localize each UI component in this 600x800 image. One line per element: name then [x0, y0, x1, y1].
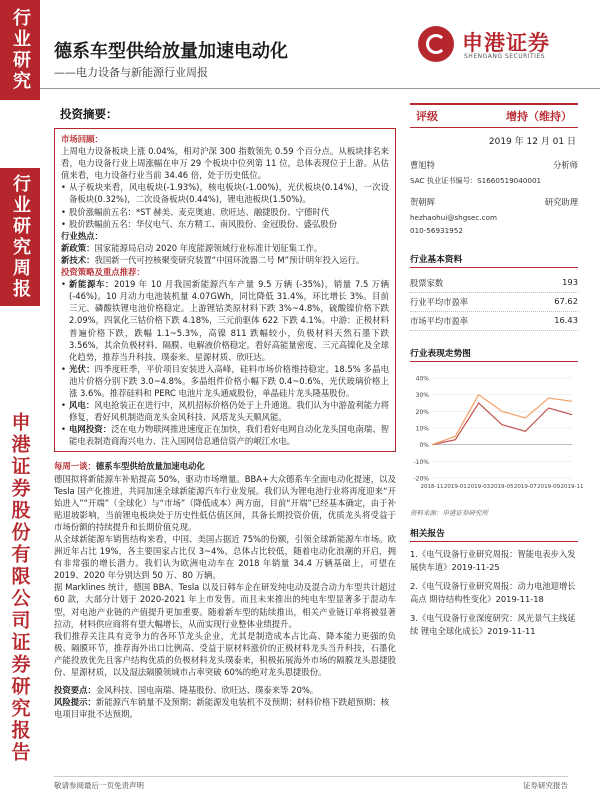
chart-x-tick-label: 2019-01: [443, 484, 467, 490]
strategy-item: [61, 423, 389, 447]
main-column: [54, 98, 396, 720]
weekly-topic-title: 德系车型供给放量加速电动化: [95, 461, 205, 472]
strategy-item: [61, 363, 389, 399]
chart-x-tick-label: 2019-09: [537, 484, 561, 490]
weekly-topic-paragraph: 德国拟将新能源车补贴提高 50%，驱动市场增量。BBA+大众德系车全面电动化提速，以及 Tesla 国产化推进，共同加速全球新能源汽车行业发展。我们认为锂电池行业将再度迎来“开始进入”“开端”（全球化）与“市场”（降低成本）两方面，目前“开端”已经基本确定，由于补贴退坡影响，当前锂电板块处于历史性低估值区间，具备长期投资价值，优质龙头将受益于市场份额的持续提升和长期价值兑现。: [54, 473, 396, 532]
side-type-label: 行业研究周报: [10, 174, 31, 300]
stock-text: 金风科技、国电南瑞、隆基股份、欣旺达、璞泰来等 20%。: [95, 685, 319, 696]
chart-x-tick-label: 2019-03: [467, 484, 491, 490]
strategy-title: 投资策略及重点推荐：: [61, 267, 145, 278]
footer-disclaimer: 敬请参阅最后一页免责声明: [54, 781, 144, 790]
related-reports-list: [410, 548, 578, 638]
basic-data-key: 股票家数: [410, 278, 444, 288]
strategy-text: 风电抢装正在进行中，风机招标价格仍处于上升通道。我们认为中游盈利能力将修复，看好风机制造商龙头金风科技、风塔龙头天顺风能。: [69, 400, 390, 423]
logo-english-name: SHENGANG SECURITIES: [464, 53, 546, 60]
rating-label: 评级: [416, 110, 438, 123]
dynamics-item: [61, 254, 389, 266]
chart-x-tick-label: 2019-11: [560, 484, 584, 490]
market-bullet: • 从子板块来看，风电板块(-1.93%)，核电板块(-1.00%)，光伏板块(0.14%)，一次设备板块(0.32%)，二次设备板块(0.44%)，锂电池板块(1.50%)。: [61, 181, 389, 205]
dynamics-lead: 新技术：: [61, 254, 95, 265]
weekly-topic-lead: 每周一谈：: [54, 461, 96, 472]
rating-bar: [410, 103, 578, 128]
risk-text: 新能源汽车销量不及预期；新能源发电装机不及预期；材料价格下跌超预期；核电项目审批不达预期。: [54, 697, 389, 720]
strategy-text: 2019 年 10 月我国新能源汽车产量 9.5 万辆 (-35%)，销量 7.5 万辆 (-46%)。10 月动力电池装机量 4.07GWh，同比降低 31.4%，环比增长 3%。目前三元、磷酸铁锂电池价格稳定。上游锂钴类原材料下跌 3%~4.8%，硫酸镍价格下跌 2.09%，四氧化三钴价格下跌 4.18%，三元前驱体 622 下跌 4.1%。中游：正极材料普遍价格下跌，跌幅 1.1~5.3%，高镍 811 跌幅较小，负极材料天然石墨下跌 3.56%，其余负极材料、隔膜、电解液价格稳定。看好高能量密度、三元高镍化及全球化趋势，推荐当升科技、璞泰来、星源材质、欣旺达。: [69, 279, 390, 362]
assistant-role: 研究助理: [544, 197, 578, 207]
strategy-lead: 电网投资：: [69, 424, 112, 435]
chart-y-tick-label: -20%: [413, 475, 429, 483]
chart-x-tick-label: 2018-11: [420, 484, 444, 490]
right-column: [410, 103, 584, 638]
strategy-text: 四季度旺季，平价项目安装进入高峰，硅料市场价格维持稳定。18.5% 多晶电池片价格分别下跌 3.0~4.8%。多晶组件价格小幅下跌 0.4~0.6%，光伏玻璃价格上涨 3.6%。推荐硅料和 PERC 电池片龙头通威股份，单晶硅片龙头隆基股份。: [69, 363, 390, 398]
weekly-topic: [54, 460, 396, 720]
basic-data-value: 16.43: [554, 315, 578, 325]
chart-series-line: [432, 403, 572, 445]
basic-data-table: [410, 274, 578, 331]
weekly-topic-paragraph: 据 Marklines 统计，德国 BBA、Tesla 以及日韩车企在研发纯电动及混合动力车型共计超过 60 款，大部分计划于 2020-2021 年上市发售。而且未来推出的纯电车型显著多于混动车型，对电池产业链的产值提升更加重要。随着新车型的陆续推出，相关产业链订单将被显著拉动，材料供应商将有望大幅增长，从而实现行业整体业绩提升。: [54, 582, 396, 629]
dynamics-text: 国家能源局启动 2020 年度能源领域行业标准计划征集工作。: [94, 242, 323, 253]
basic-data-key: 行业平均市盈率: [410, 297, 469, 307]
assistant-name: 贺朝辉: [410, 197, 435, 207]
analyst-cert: SAC 执业证书编号：S1660519040001: [410, 176, 542, 185]
basic-data-row: [410, 312, 578, 331]
side-category-block: [0, 0, 40, 100]
analyst-name: 曹旭特: [410, 160, 435, 170]
footer-divider: [54, 776, 568, 777]
basic-data-value: 67.62: [554, 296, 578, 306]
dynamics-title: 行业热点：: [61, 230, 103, 241]
report-date: 2019 年 12 月 01 日: [488, 137, 576, 147]
chart-y-tick-label: -10%: [413, 458, 429, 466]
risk-lead: 风险提示：: [54, 697, 96, 708]
related-reports-title: 相关报告: [410, 527, 578, 542]
weekly-topic-paragraph: 我们推荐关注具有竞争力的各环节龙头企业，尤其是制造成本占比高、降本能力更强的负极、隔膜环节，推荐海外出口比例高、受益于原材料涨价的正极材料龙头当升科技，石墨化产能投放优先且客户结构优质的负极材料龙头璞泰来，积极拓展海外市场的隔膜龙头恩捷股份、星源材质，以及湿法隔膜领域市占率突破 60%的绝对龙头恩捷股份。: [54, 630, 396, 678]
dynamics-lead: 新政策：: [61, 242, 95, 253]
report-subtitle: ——电力设备与新能源行业周报: [54, 66, 208, 79]
basic-data-row: [410, 293, 578, 312]
basic-data-key: 市场平均市盈率: [410, 316, 469, 326]
strategy-text: 泛在电力物联网推进速度正在加快，我们看好电网自动化龙头国电南瑞、智能电表制造商海兴电力、注入国网信息通信资产的岷江水电。: [69, 424, 390, 447]
chart-y-tick-label: 0%: [419, 442, 429, 450]
chart-source: 资料来源：申港证券研究所: [410, 509, 488, 517]
basic-data-row: [410, 274, 578, 293]
footer-label: 证券研究报告: [523, 781, 568, 790]
side-company-label: 申港证券股份有限公司证券研究报告: [8, 412, 31, 764]
chart-x-tick-label: 2019-05: [490, 484, 514, 490]
market-bullet: • 股价跌幅前五名：华仪电气、东方精工、南风股份、金冠股份、盛弘股份: [61, 218, 389, 230]
report-title: 德系车型供给放量加速电动化: [54, 41, 288, 62]
assistant-row: [410, 196, 578, 208]
header-divider: [40, 88, 600, 89]
side-bar: [0, 0, 40, 800]
strategy-item: [61, 399, 389, 423]
dynamics-text: 我国新一代可控核聚变研究装置“中国环流器二号 M”预计明年投入运行。: [94, 254, 365, 265]
dynamics-item: [61, 242, 389, 254]
chart-y-tick-label: 10%: [415, 425, 429, 433]
chart-y-tick-label: 30%: [415, 392, 429, 400]
chart-y-tick-label: 40%: [415, 375, 429, 383]
chart-y-tick-label: 20%: [415, 408, 429, 416]
logo-mark-icon: [418, 26, 454, 62]
market-review-text: 上周电力设备板块上涨 0.04%，相对沪深 300 指数领先 0.59 个百分点。从板块排名来看，电力设备行业上周涨幅在申万 29 个板块中位列第 11 位，总体表现位于上游。从估值来看，电力设备行业当前 34.46 倍，处于历史低位。: [61, 146, 389, 181]
summary-box: [54, 128, 396, 452]
weekly-topic-paragraph: 从全球新能源车销售结构来看，中国、美国占据近 75%的份额，引领全球新能源车市场。欧洲近年占比 19%，各主要国家占比仅 3~4%。总体占比较低，随着电动化浪潮的开启，拥有非常强的增长潜力。我们认为欧洲电动车在 2018 年销量 34.4 万辆基础上，可望在 2019、2020 年分别达到 50 万、80 万辆。: [54, 534, 396, 581]
logo-name: 申港证券: [462, 31, 550, 55]
basic-data-value: 193: [562, 277, 578, 287]
weekly-topic-title-row: [54, 460, 396, 472]
stock-row: [54, 684, 396, 696]
stock-lead: 投资要点：: [54, 685, 96, 696]
assistant-phone: 010-56931952: [410, 226, 463, 235]
side-category-label: 行业研究: [10, 8, 31, 92]
strategy-lead: 新能源车：: [69, 279, 114, 290]
related-report-item[interactable]: 3.《电气设备行业深度研究：风光景气主线延续 锂电全球化成长》2019-11-11: [410, 613, 576, 636]
risk-row: [54, 696, 396, 720]
assistant-email[interactable]: hezhaohui@shgsec.com: [410, 213, 498, 222]
performance-chart: [410, 372, 584, 500]
strategy-lead: 风电：: [69, 400, 95, 411]
performance-chart-title: 行业表现走势图: [410, 347, 578, 362]
company-logo: [418, 24, 578, 64]
chart-series-line: [432, 395, 572, 445]
side-type-block: [0, 168, 40, 306]
rating-value: 增持（维持）: [506, 110, 572, 123]
side-company-block: [0, 376, 40, 800]
market-bullet: • 股价涨幅前五名：*ST 赫美、麦克奥迪、欣旺达、融捷股份、宁德时代: [61, 206, 389, 218]
related-report-item[interactable]: 1.《电气设备行业研究周报：智能电表步入发展快车道》2019-11-25: [410, 549, 576, 572]
strategy-lead: 光伏：: [69, 363, 95, 374]
analyst-role: 分析师: [553, 160, 578, 170]
summary-heading: 投资摘要：: [60, 107, 118, 121]
analyst-row: [410, 159, 578, 171]
related-report-item[interactable]: 2.《电气设备行业研究周报：动力电池迎增长高点 期待结构性变化》2019-11-18: [410, 581, 576, 604]
strategy-item: [61, 278, 389, 363]
chart-x-tick-label: 2019-07: [513, 484, 537, 490]
market-review-title: 市场回顾：: [61, 134, 103, 144]
basic-data-title: 行业基本资料: [410, 253, 578, 268]
